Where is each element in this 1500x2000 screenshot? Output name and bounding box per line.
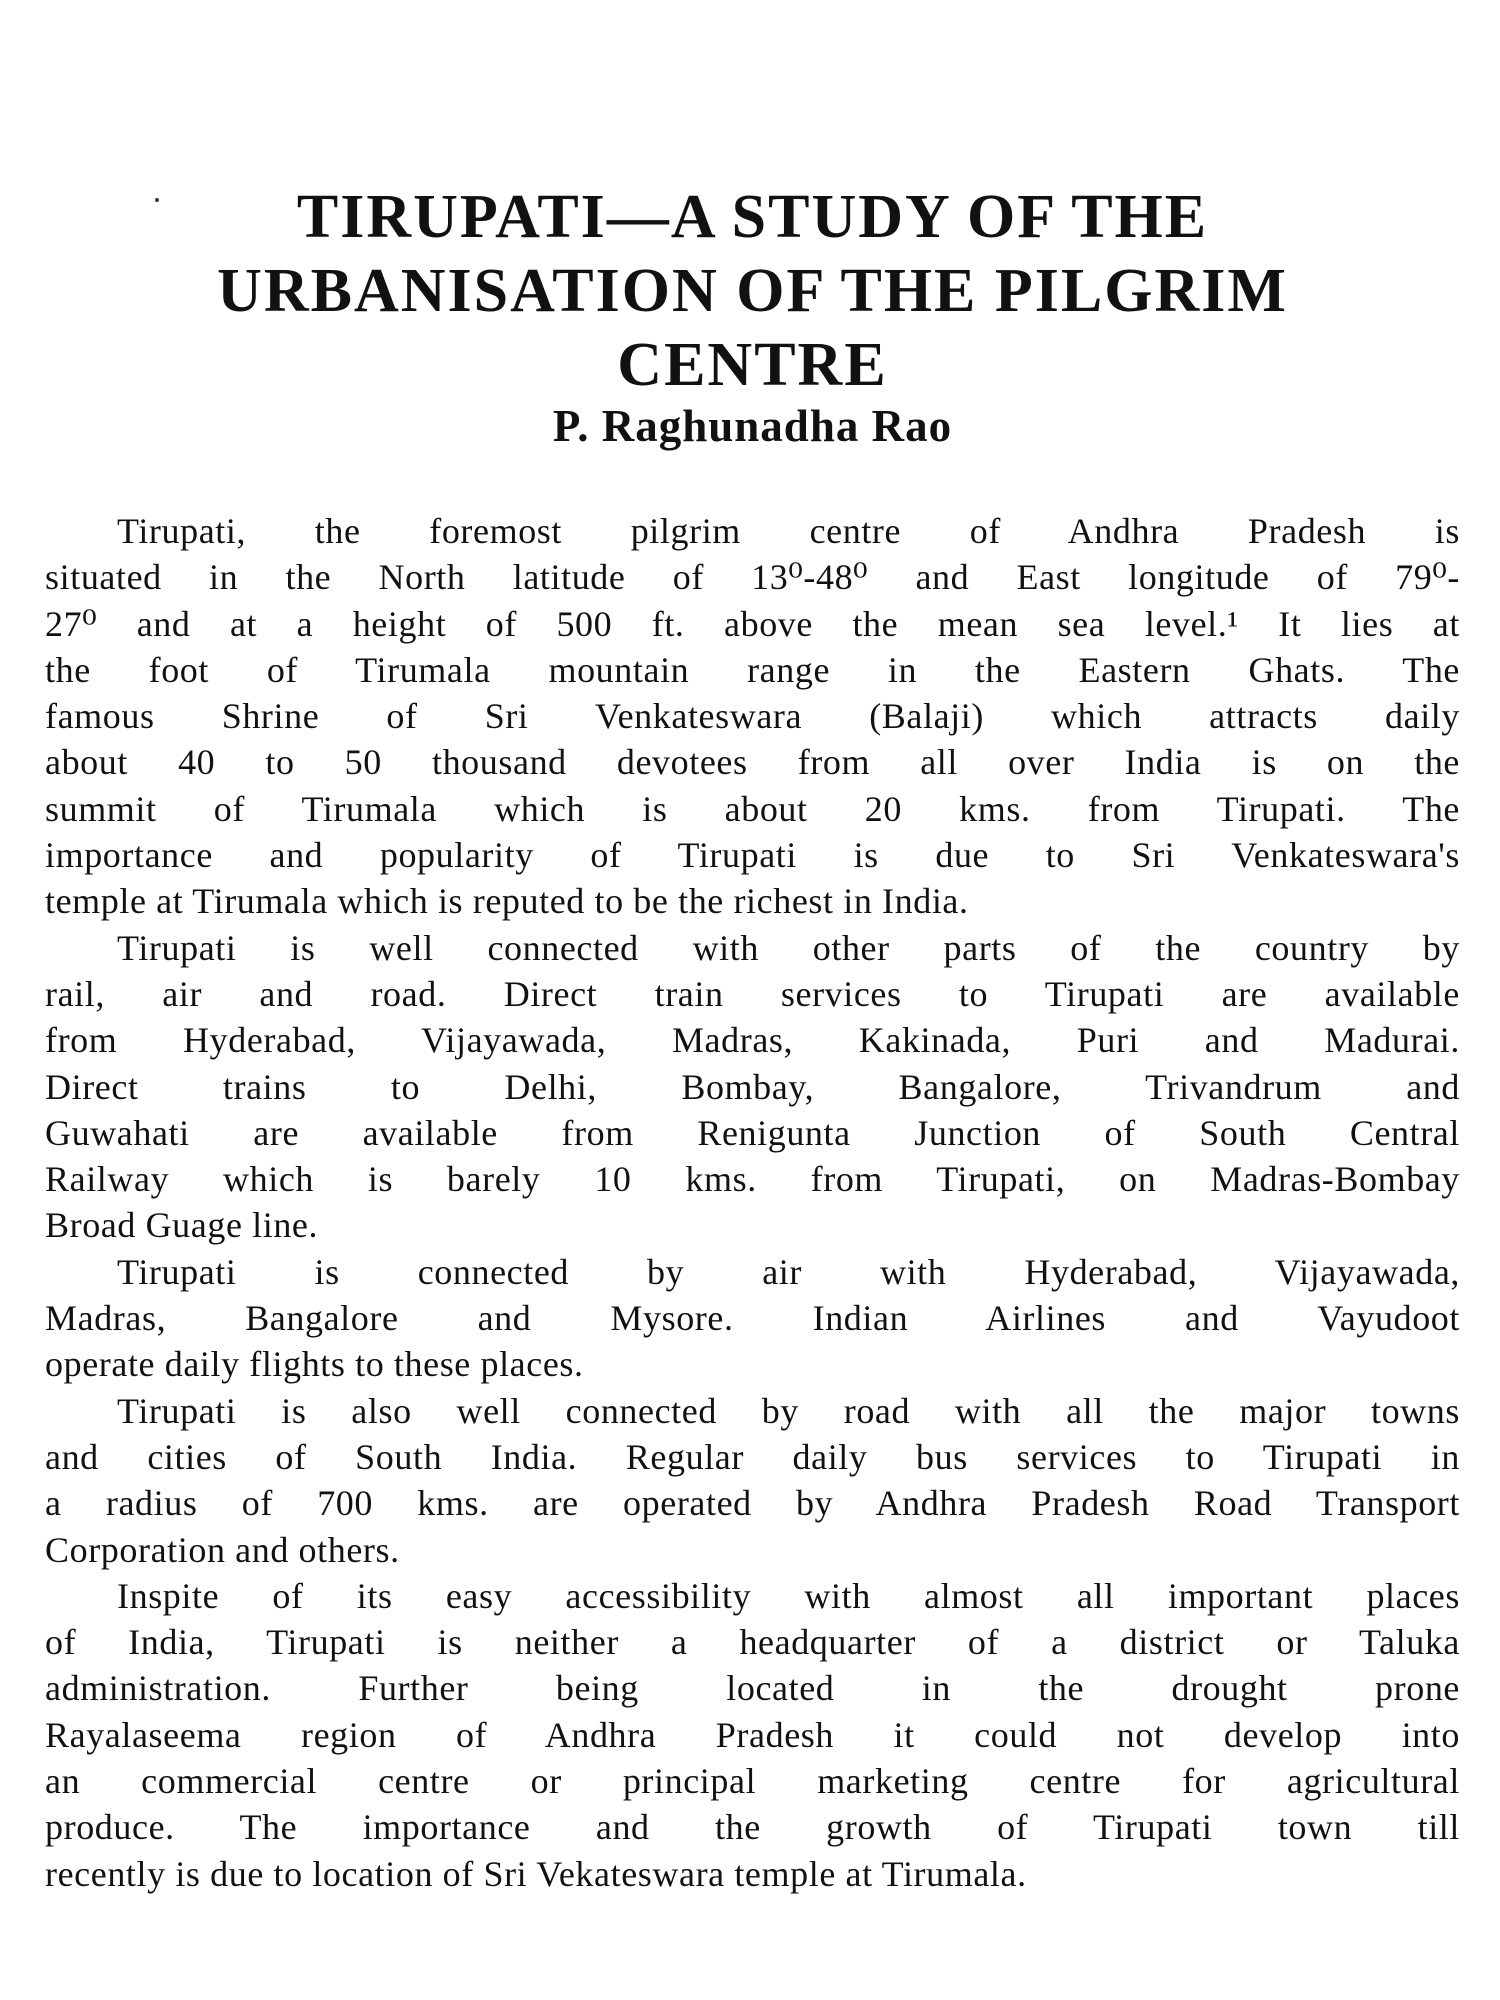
text-line: situated in the North latitude of 13⁰-48⁰ and East longitude of 79⁰- — [45, 557, 1460, 598]
text-line: famous Shrine of Sri Venkateswara (Balaji) which attracts daily — [45, 696, 1460, 737]
text-line: Railway which is barely 10 kms. from Tirupati, on Madras-Bombay — [45, 1159, 1460, 1200]
author-name: P. Raghunadha Rao — [552, 401, 953, 451]
title-line: TIRUPATI—A STUDY OF THE — [296, 183, 1209, 251]
text-line: operate daily flights to these places. — [45, 1344, 584, 1385]
text-line: Corporation and others. — [45, 1529, 400, 1570]
text-line: from Hyderabad, Vijayawada, Madras, Kakinada, Puri and Madurai. — [45, 1020, 1460, 1061]
text-line: Guwahati are available from Renigunta Junction of South Central — [45, 1112, 1460, 1153]
article-body — [45, 508, 1460, 1897]
text-line: Direct trains to Delhi, Bombay, Bangalore, Trivandrum and — [45, 1066, 1460, 1107]
text-line: rail, air and road. Direct train services to Tirupati are available — [45, 973, 1460, 1014]
text-line: temple at Tirumala which is reputed to be the richest in India. — [45, 881, 969, 922]
text-line: Broad Guage line. — [45, 1205, 319, 1246]
body-paragraph — [45, 925, 1460, 1249]
text-line: recently is due to location of Sri Vekateswara temple at Tirumala. — [45, 1853, 1027, 1894]
text-line: of India, Tirupati is neither a headquarter of a district or Taluka — [45, 1622, 1460, 1663]
text-line: Tirupati is also well connected by road with all the major towns — [117, 1390, 1460, 1431]
text-line: and cities of South India. Regular daily bus services to Tirupati in — [45, 1436, 1460, 1477]
text-line: 27⁰ and at a height of 500 ft. above the mean sea level.¹ It lies at — [45, 603, 1460, 644]
body-paragraph — [45, 1249, 1460, 1388]
text-line: Tirupati is well connected with other parts of the country by — [117, 927, 1460, 968]
text-line: Tirupati is connected by air with Hyderabad, Vijayawada, — [117, 1251, 1460, 1292]
title-line: URBANISATION OF THE PILGRIM — [217, 257, 1288, 325]
text-line: Rayalaseema region of Andhra Pradesh it could not develop into — [45, 1714, 1460, 1755]
text-line: Madras, Bangalore and Mysore. Indian Airlines and Vayudoot — [45, 1298, 1460, 1339]
body-paragraph — [45, 508, 1460, 925]
text-line: about 40 to 50 thousand devotees from all over India is on the — [45, 742, 1460, 783]
text-line: importance and popularity of Tirupati is due to Sri Venkateswara's — [45, 835, 1460, 876]
title-line: CENTRE — [617, 331, 888, 399]
text-line: the foot of Tirumala mountain range in the Eastern Ghats. The — [45, 649, 1460, 690]
text-line: Tirupati, the foremost pilgrim centre of Andhra Pradesh is — [117, 511, 1460, 551]
text-line: administration. Further being located in the drought prone — [45, 1668, 1460, 1709]
text-line: Inspite of its easy accessibility with almost all important places — [117, 1575, 1460, 1616]
text-line: a radius of 700 kms. are operated by Andhra Pradesh Road Transport — [45, 1483, 1460, 1524]
body-paragraph — [45, 1573, 1460, 1897]
document-page — [45, 0, 1460, 2000]
text-line: produce. The importance and the growth of Tirupati town till — [45, 1807, 1460, 1848]
article-title — [45, 180, 1460, 402]
text-line: summit of Tirumala which is about 20 kms. from Tirupati. The — [45, 788, 1460, 829]
body-paragraph — [45, 1388, 1460, 1573]
text-line: an commercial centre or principal marketing centre for agricultural — [45, 1761, 1460, 1802]
